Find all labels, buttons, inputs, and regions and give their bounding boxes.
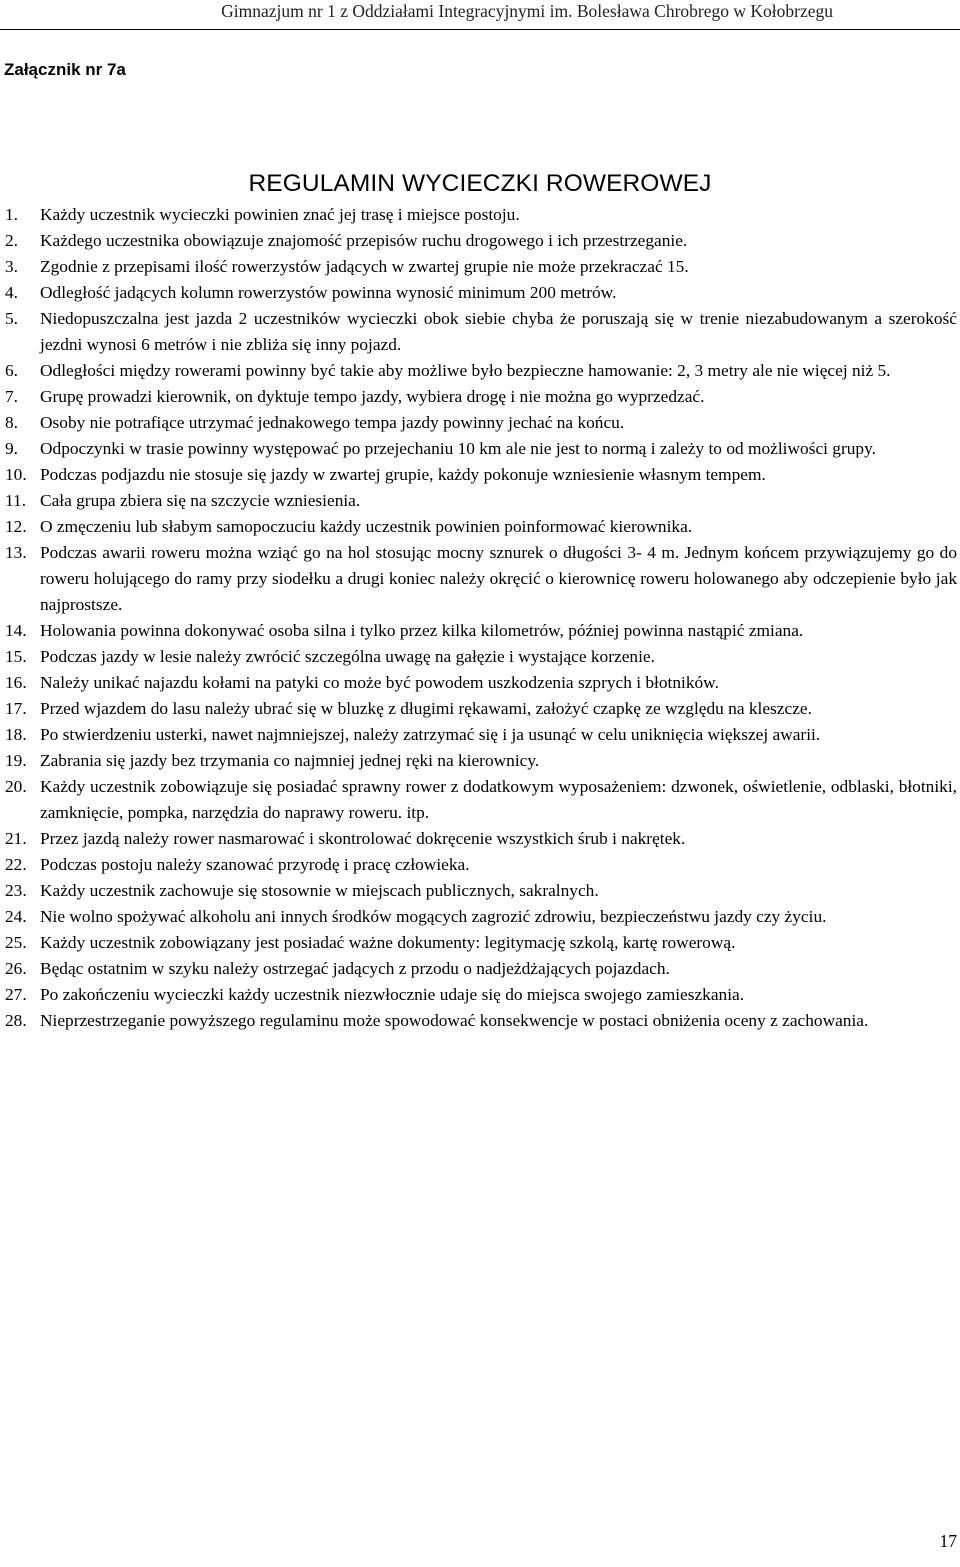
attachment-label: Załącznik nr 7a — [4, 60, 126, 79]
rule-number: 23. — [5, 881, 27, 900]
rule-item — [0, 618, 957, 644]
rule-text: Każdy uczestnik wycieczki powinien znać jej trasę i miejsce postoju. — [40, 205, 520, 224]
rule-text: Podczas awarii roweru można wziąć go na hol stosując mocny sznurek o długości 3- 4 m. Jednym końcem przywiązujemy go do roweru holującego do ramy przy siodełku a drugi koniec należy okręcić o kierownicę roweru holowanego aby odczepienie było jak najprostsze. — [40, 543, 957, 614]
document-title: REGULAMIN WYCIECZKI ROWEROWEJ — [248, 170, 712, 198]
rule-item — [0, 982, 957, 1008]
rule-number: 14. — [5, 621, 27, 640]
rule-number: 27. — [5, 985, 27, 1004]
rule-text: Każdego uczestnika obowiązuje znajomość przepisów ruchu drogowego i ich przestrzeganie. — [40, 231, 688, 250]
rule-item — [0, 1008, 957, 1034]
rule-text: Należy unikać najazdu kołami na patyki co może być powodem uszkodzenia szprych i błotników. — [40, 673, 719, 692]
rule-text: Cała grupa zbiera się na szczycie wzniesienia. — [40, 491, 361, 510]
rule-text: Odległości między rowerami powinny być takie aby możliwe było bezpieczne hamowanie: 2, 3 metry ale nie więcej niż 5. — [40, 361, 891, 380]
rule-item — [0, 878, 957, 904]
rule-number: 10. — [5, 465, 27, 484]
rule-number: 13. — [5, 543, 27, 562]
rule-number: 11. — [5, 491, 27, 510]
rule-item — [0, 748, 957, 774]
rule-item — [0, 956, 957, 982]
rule-text: Po zakończeniu wycieczki każdy uczestnik niezwłocznie udaje się do miejsca swojego zamieszkania. — [40, 985, 745, 1004]
rule-text: Zabrania się jazdy bez trzymania co najmniej jednej ręki na kierownicy. — [40, 751, 540, 770]
rule-text: O zmęczeniu lub słabym samopoczuciu każdy uczestnik powinien poinformować kierownika. — [40, 517, 693, 536]
rule-item — [0, 384, 957, 410]
rule-text: Podczas podjazdu nie stosuje się jazdy w zwartej grupie, każdy pokonuje wzniesienie własnym tempem. — [40, 465, 766, 484]
page-number: 17 — [939, 1531, 957, 1551]
rule-item — [0, 358, 957, 384]
rule-number: 3. — [5, 257, 19, 276]
rule-item — [0, 514, 957, 540]
rule-number: 12. — [5, 517, 27, 536]
rule-item — [0, 436, 957, 462]
rule-item — [0, 670, 957, 696]
rule-item — [0, 904, 957, 930]
rule-number: 18. — [5, 725, 27, 744]
rule-text: Grupę prowadzi kierownik, on dyktuje tempo jazdy, wybiera drogę i nie można go wyprzedzać. — [40, 387, 705, 406]
rule-item — [0, 488, 957, 514]
header-divider — [0, 29, 960, 30]
rule-number: 5. — [5, 309, 19, 328]
rule-text: Nieprzestrzeganie powyższego regulaminu może spowodować konsekwencje w postaci obniżenia oceny z zachowania. — [40, 1011, 869, 1030]
rule-number: 7. — [5, 387, 19, 406]
rule-text: Podczas postoju należy szanować przyrodę i pracę człowieka. — [40, 855, 470, 874]
rule-text: Każdy uczestnik zobowiązany jest posiadać ważne dokumenty: legitymację szkolą, kartę rowerową. — [40, 933, 736, 952]
rule-number: 8. — [5, 413, 19, 432]
rule-number: 22. — [5, 855, 27, 874]
rule-number: 28. — [5, 1011, 27, 1030]
rule-item — [0, 202, 957, 228]
rule-item — [0, 254, 957, 280]
rule-item — [0, 644, 957, 670]
rule-text: Każdy uczestnik zobowiązuje się posiadać sprawny rower z dodatkowym wyposażeniem: dzwonek, oświetlenie, odblaski, błotniki, zamknięcie, pompka, narzędzia do naprawy roweru. itp. — [40, 777, 957, 822]
rule-number: 17. — [5, 699, 27, 718]
rule-text: Po stwierdzeniu usterki, nawet najmniejszej, należy zatrzymać się i ja usunąć w celu uniknięcia większej awarii. — [40, 725, 821, 744]
rule-text: Zgodnie z przepisami ilość rowerzystów jadących w zwartej grupie nie może przekraczać 15. — [40, 257, 689, 276]
rule-text: Każdy uczestnik zachowuje się stosownie w miejscach publicznych, sakralnych. — [40, 881, 599, 900]
rule-text: Przez jazdą należy rower nasmarować i skontrolować dokręcenie wszystkich śrub i nakrętek. — [40, 829, 686, 848]
rule-number: 1. — [5, 205, 19, 224]
rule-text: Odpoczynki w trasie powinny występować po przejechaniu 10 km ale nie jest to normą i zależy to od możliwości grupy. — [40, 439, 876, 458]
rule-number: 26. — [5, 959, 27, 978]
rule-item — [0, 228, 957, 254]
rule-number: 6. — [5, 361, 19, 380]
rules-list — [0, 202, 957, 1034]
rule-item — [0, 410, 957, 436]
rule-number: 9. — [5, 439, 19, 458]
rule-text: Osoby nie potrafiące utrzymać jednakowego tempa jazdy powinny jechać na końcu. — [40, 413, 625, 432]
rule-text: Podczas jazdy w lesie należy zwrócić szczególna uwagę na gałęzie i wystające korzenie. — [40, 647, 655, 666]
rule-text: Przed wjazdem do lasu należy ubrać się w bluzkę z długimi rękawami, założyć czapkę ze względu na kleszcze. — [40, 699, 812, 718]
rule-text: Będąc ostatnim w szyku należy ostrzegać jadących z przodu o nadjeżdżających pojazdach. — [40, 959, 670, 978]
rule-number: 15. — [5, 647, 27, 666]
rule-number: 20. — [5, 777, 27, 796]
rule-number: 4. — [5, 283, 19, 302]
rule-item — [0, 306, 957, 358]
rule-item — [0, 462, 957, 488]
rule-item — [0, 826, 957, 852]
rule-item — [0, 852, 957, 878]
rule-number: 19. — [5, 751, 27, 770]
rule-number: 2. — [5, 231, 19, 250]
rule-number: 21. — [5, 829, 27, 848]
rule-item — [0, 774, 957, 826]
rule-item — [0, 540, 957, 618]
rule-item — [0, 696, 957, 722]
rule-text: Nie wolno spożywać alkoholu ani innych środków mogących zagrozić zdrowiu, bezpieczeństwu jazdy czy życiu. — [40, 907, 827, 926]
rule-item — [0, 930, 957, 956]
rule-number: 16. — [5, 673, 27, 692]
rule-item — [0, 722, 957, 748]
rule-number: 24. — [5, 907, 27, 926]
rule-text: Holowania powinna dokonywać osoba silna i tylko przez kilka kilometrów, później powinna nastąpić zmiana. — [40, 621, 804, 640]
rule-text: Odległość jadących kolumn rowerzystów powinna wynosić minimum 200 metrów. — [40, 283, 617, 302]
rule-number: 25. — [5, 933, 27, 952]
rule-text: Niedopuszczalna jest jazda 2 uczestników wycieczki obok siebie chyba że poruszają się w trenie niezabudowanym a szerokość jezdni wynosi 6 metrów i nie zbliża się inny pojazd. — [40, 309, 957, 354]
rule-item — [0, 280, 957, 306]
page-header: Gimnazjum nr 1 z Oddziałami Integracyjnymi im. Bolesława Chrobrego w Kołobrzegu — [221, 1, 833, 21]
